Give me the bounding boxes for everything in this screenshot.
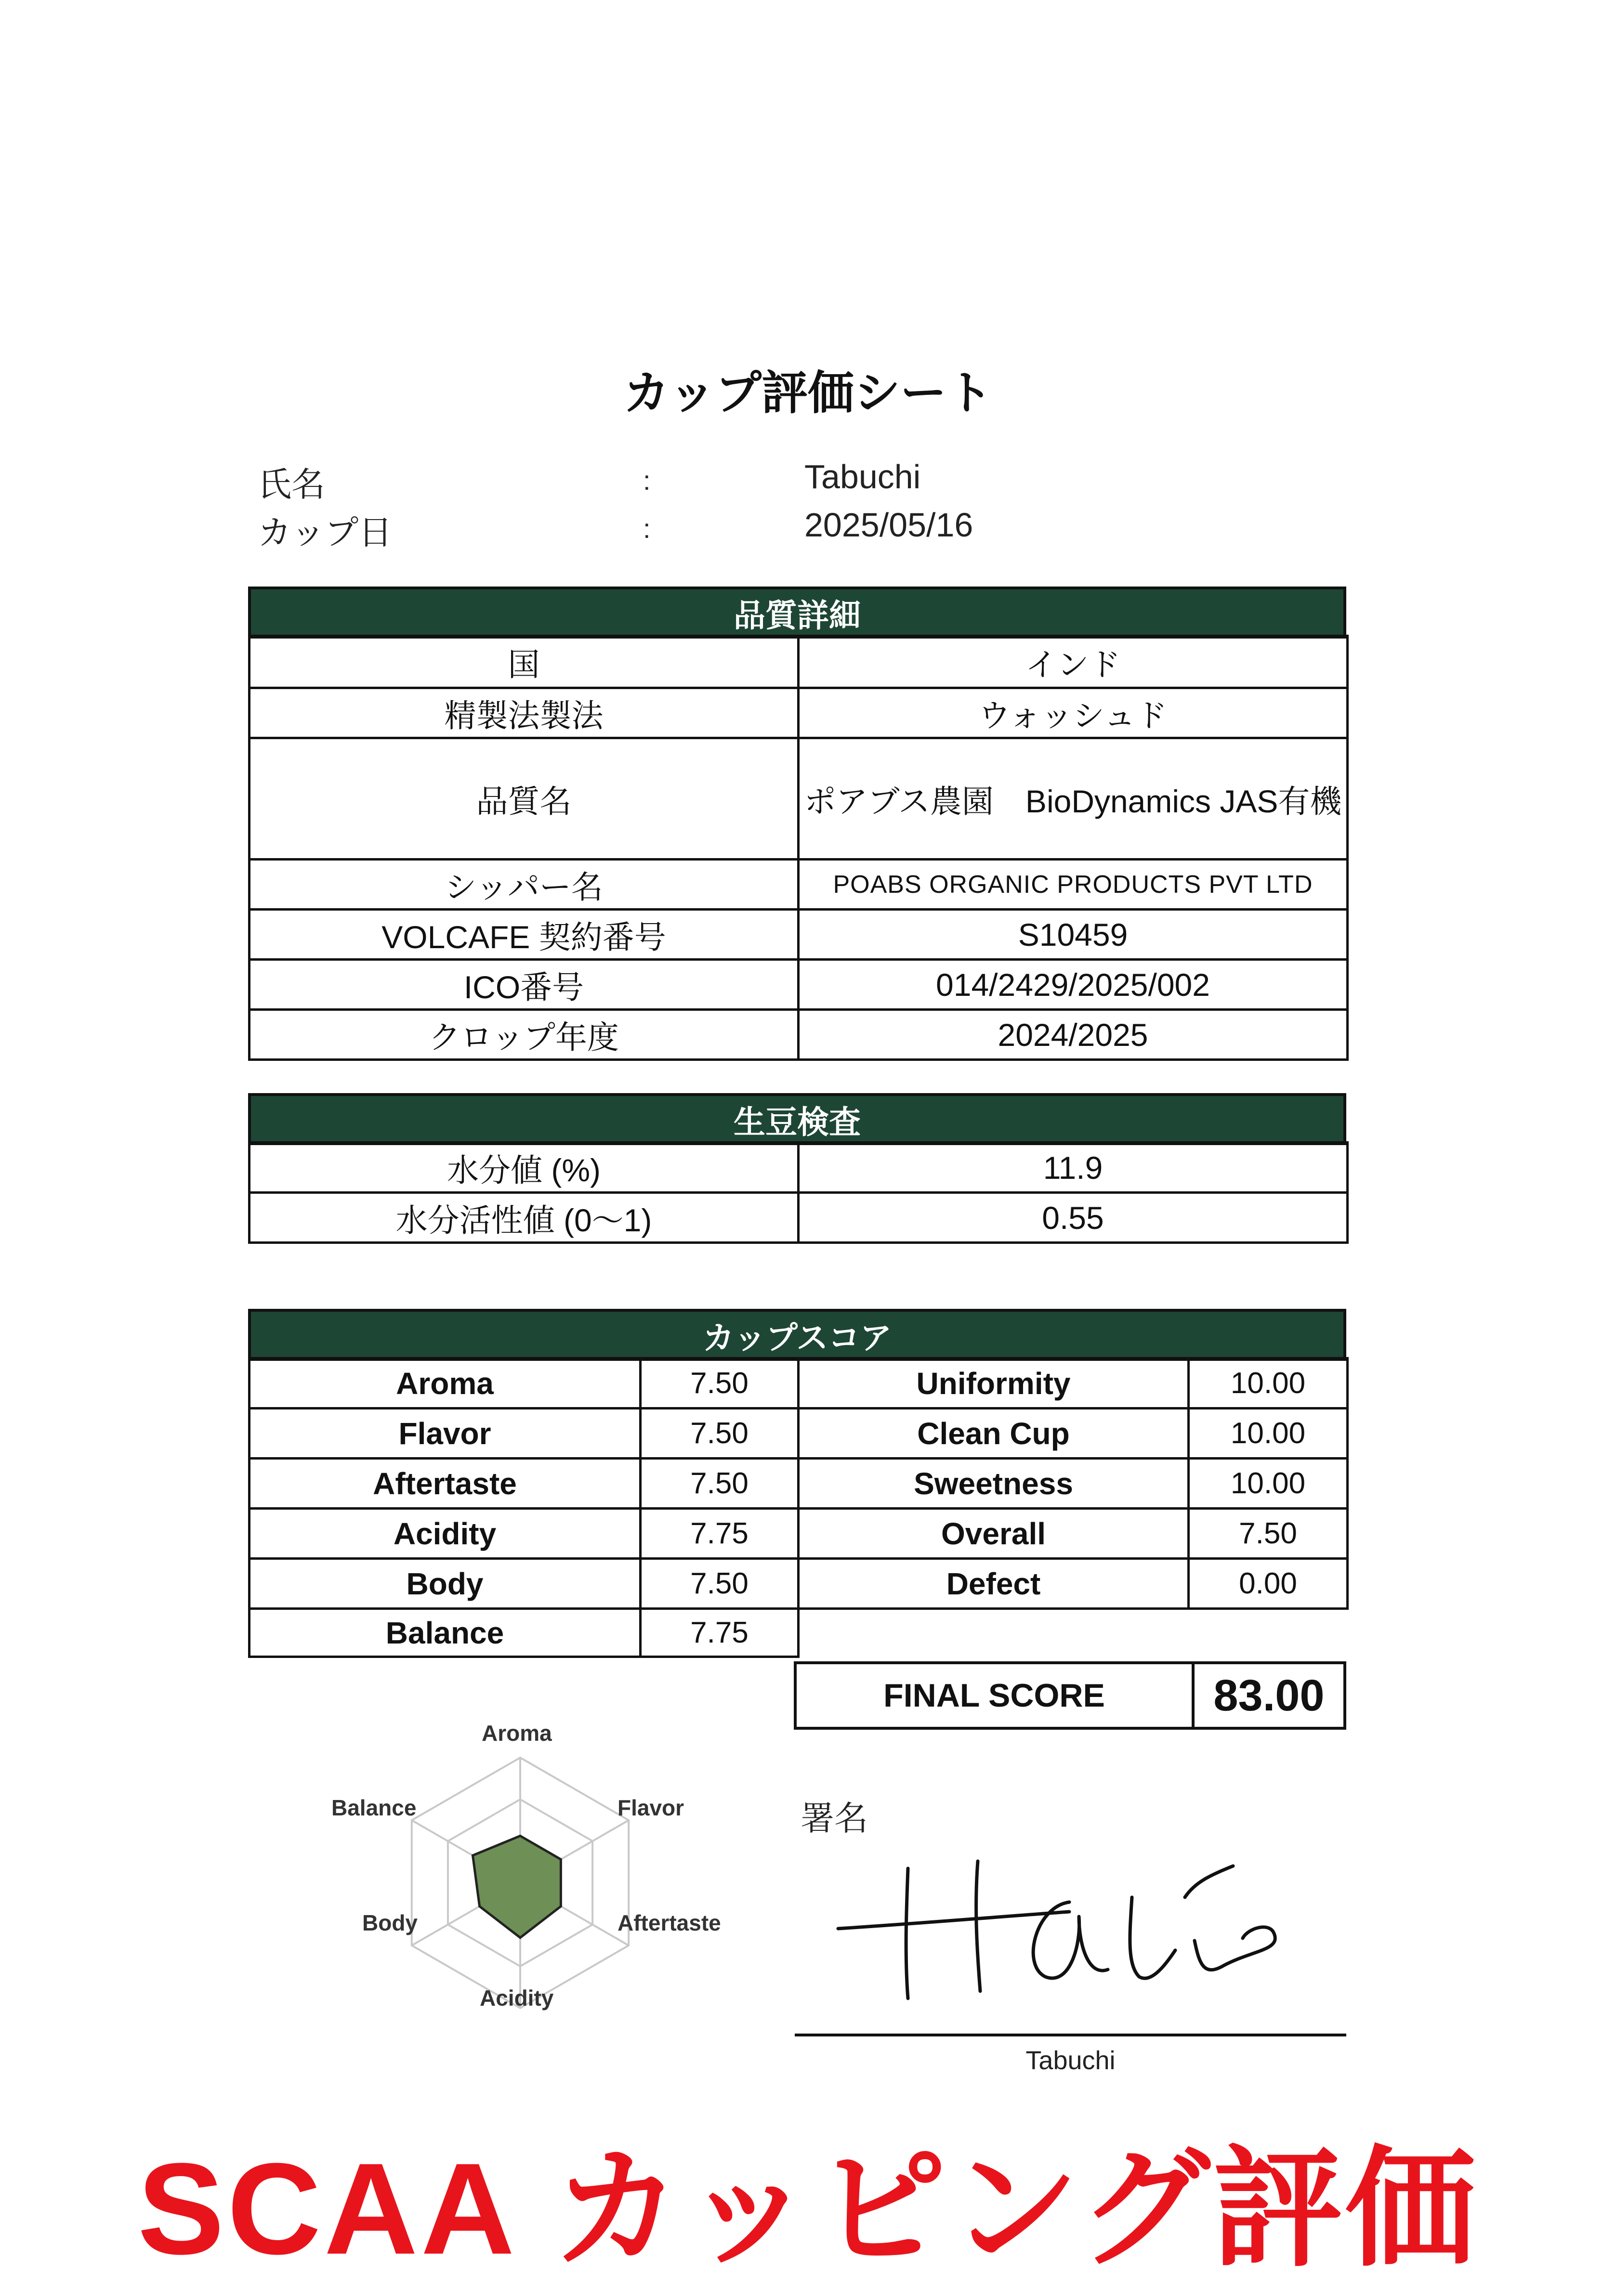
name-colon: : xyxy=(643,465,651,496)
quality-row-ico xyxy=(250,960,1348,1010)
score-label: Aroma xyxy=(250,1358,641,1409)
score-value: 7.50 xyxy=(1189,1509,1348,1559)
score-value: 7.50 xyxy=(641,1358,799,1409)
score-label: Sweetness xyxy=(799,1459,1189,1509)
score-label: Body xyxy=(250,1559,641,1609)
score-label: Aftertaste xyxy=(250,1459,641,1509)
cup-header: カップスコア xyxy=(248,1309,1346,1361)
score-value: 7.50 xyxy=(641,1559,799,1609)
score-empty-cell xyxy=(799,1609,1348,1657)
quality-label: 精製法製法 xyxy=(250,688,799,738)
final-score-box xyxy=(794,1661,1346,1730)
score-value: 7.50 xyxy=(641,1409,799,1459)
score-row xyxy=(250,1358,1348,1409)
signature-name: Tabuchi xyxy=(1025,2046,1116,2075)
cup-date-label: カップ日 xyxy=(258,514,393,551)
green-row-water-activity xyxy=(250,1193,1348,1243)
name-value: Tabuchi xyxy=(804,458,921,496)
score-label: Defect xyxy=(799,1559,1189,1609)
quality-row-grade xyxy=(250,738,1348,860)
score-row xyxy=(250,1459,1348,1509)
score-row xyxy=(250,1509,1348,1559)
green-value: 11.9 xyxy=(799,1143,1348,1193)
radar-label-aftertaste: Aftertaste xyxy=(617,1910,721,1935)
handwritten-signature xyxy=(819,1839,1301,2022)
radar-label-acidity: Acidity xyxy=(480,1985,554,2010)
radar-label-flavor: Flavor xyxy=(617,1795,684,1820)
green-label: 水分値 (%) xyxy=(250,1143,799,1193)
score-value: 7.75 xyxy=(641,1509,799,1559)
score-row xyxy=(250,1409,1348,1459)
quality-label: シッパー名 xyxy=(250,860,799,910)
score-label: Uniformity xyxy=(799,1358,1189,1409)
score-value: 10.00 xyxy=(1189,1409,1348,1459)
quality-label: ICO番号 xyxy=(250,960,799,1010)
score-row xyxy=(250,1559,1348,1609)
quality-row-contract xyxy=(250,910,1348,960)
final-score-label: FINAL SCORE xyxy=(797,1664,1195,1727)
final-score-value: 83.00 xyxy=(1213,1670,1325,1720)
quality-value: 014/2429/2025/002 xyxy=(799,960,1348,1010)
green-value: 0.55 xyxy=(799,1193,1348,1243)
name-label: 氏名 xyxy=(258,466,325,503)
radar-data-polygon xyxy=(473,1836,561,1938)
score-label: Balance xyxy=(250,1609,641,1657)
cup-date-value: 2025/05/16 xyxy=(804,506,973,544)
quality-header: 品質詳細 xyxy=(248,587,1346,639)
quality-row-shipper xyxy=(250,860,1348,910)
quality-value: ウォッシュド xyxy=(799,688,1348,738)
radar-label-aroma: Aroma xyxy=(482,1721,552,1746)
quality-table xyxy=(248,635,1349,1061)
green-label: 水分活性値 (0～1) xyxy=(250,1193,799,1243)
quality-row-country xyxy=(250,636,1348,688)
quality-row-crop-year xyxy=(250,1010,1348,1060)
signature-line xyxy=(795,2034,1346,2036)
score-label: Acidity xyxy=(250,1509,641,1559)
quality-value: POABS ORGANIC PRODUCTS PVT LTD xyxy=(799,860,1348,910)
score-value: 7.50 xyxy=(641,1459,799,1509)
quality-label: VOLCAFE 契約番号 xyxy=(250,910,799,960)
signature-label: 署名 xyxy=(801,1800,868,1837)
quality-value: S10459 xyxy=(799,910,1348,960)
score-row xyxy=(250,1609,1348,1657)
quality-label: 品質名 xyxy=(250,738,799,860)
score-label: Flavor xyxy=(250,1409,641,1459)
quality-label: 国 xyxy=(250,636,799,688)
green-row-moisture xyxy=(250,1143,1348,1193)
green-header: 生豆検査 xyxy=(248,1093,1346,1145)
green-table xyxy=(248,1141,1349,1244)
score-label: Overall xyxy=(799,1509,1189,1559)
score-label: Clean Cup xyxy=(799,1409,1189,1459)
radar-label-balance: Balance xyxy=(331,1795,417,1820)
radar-label-body: Body xyxy=(362,1910,418,1935)
quality-value: インド xyxy=(799,636,1348,688)
score-value: 7.75 xyxy=(641,1609,799,1657)
quality-value: 2024/2025 xyxy=(799,1010,1348,1060)
quality-value: ポアブス農園 BioDynamics JAS有機 xyxy=(799,738,1348,860)
quality-label: クロップ年度 xyxy=(250,1010,799,1060)
score-value: 0.00 xyxy=(1189,1559,1348,1609)
sheet-title: カップ評価シート xyxy=(623,367,993,419)
quality-row-process xyxy=(250,688,1348,738)
cup-date-colon: : xyxy=(643,513,651,544)
scaa-banner: SCAA カッピング評価 xyxy=(137,2137,1479,2282)
cup-score-table xyxy=(248,1357,1349,1658)
score-value: 10.00 xyxy=(1189,1459,1348,1509)
score-value: 10.00 xyxy=(1189,1358,1348,1409)
